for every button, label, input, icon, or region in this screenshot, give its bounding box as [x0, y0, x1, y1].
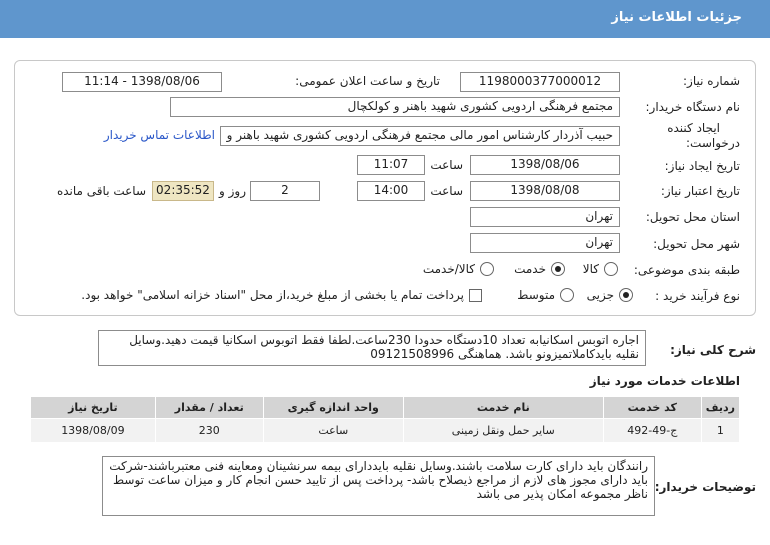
category-option-service[interactable]: [514, 262, 565, 276]
province-field: تهران: [470, 207, 620, 227]
category-service-radio[interactable]: [551, 262, 565, 276]
buyer-notes-text: رانندگان باید دارای کارت سلامت باشند.وسایل نقلیه بایددارای بیمه سرنشینان ومعاینه فنی معتبرباشند-شرکت باید دارای مجوز های لازم از مراجع ذیصلاح باشد- پرداخت پس از تایید حسن انجام کار و میزان ساعت توسط ناظر مجموعه امکان پذیر می باشد: [102, 456, 655, 516]
creator-label-line2: درخواست:: [686, 136, 740, 150]
creator-label-line1: ایجاد کننده: [667, 121, 720, 135]
category-both-label: کالا/خدمت: [422, 262, 475, 276]
purchase-minor-label: جزیی: [586, 288, 614, 302]
purchase-medium-radio[interactable]: [560, 288, 574, 302]
category-option-both[interactable]: [423, 262, 494, 276]
treasury-payment-option[interactable]: [81, 288, 482, 302]
cell-need-date: 1398/08/09: [31, 419, 156, 443]
col-unit: واحد اندازه گیری: [263, 397, 403, 419]
table-row: [31, 419, 740, 443]
buyer-field: مجتمع فرهنگی اردویی کشوری شهید باهنر و کولکچال: [170, 97, 620, 117]
creator-field: حبیب آذردار کارشناس امور مالی مجتمع فرهنگی اردویی کشوری شهید باهنر و: [220, 126, 620, 146]
col-need-date: تاریخ نیاز: [31, 397, 156, 419]
category-service-label: خدمت: [514, 262, 546, 276]
buyer-contact-link[interactable]: اطلاعات تماس خریدار: [103, 128, 215, 142]
validity-time-label: ساعت: [430, 184, 463, 198]
validity-time-field: 14:00: [357, 181, 425, 201]
province-label: استان محل تحویل:: [645, 210, 740, 224]
buyer-notes-label: توضیحات خریدار:: [654, 480, 756, 494]
created-date-field: 1398/08/06: [470, 155, 620, 175]
col-row-number: ردیف: [701, 397, 739, 419]
purchase-type-label: نوع فرآیند خرید :: [655, 289, 740, 303]
col-service-name: نام خدمت: [403, 397, 603, 419]
need-number-field: 1198000377000012: [460, 72, 620, 92]
days-label: روز و: [219, 184, 246, 198]
purchase-option-medium[interactable]: [517, 288, 574, 302]
category-goods-label: کالا: [582, 262, 599, 276]
validity-date-field: 1398/08/08: [470, 181, 620, 201]
category-option-goods[interactable]: [583, 262, 618, 276]
remaining-label: ساعت باقی مانده: [56, 184, 146, 198]
col-quantity: تعداد / مقدار: [155, 397, 263, 419]
summary-label: شرح کلی نیاز:: [670, 343, 756, 357]
purchase-medium-label: متوسط: [517, 288, 555, 302]
cell-service-name: سایر حمل ونقل زمینی: [403, 419, 603, 443]
cell-unit: ساعت: [263, 419, 403, 443]
services-section-title: اطلاعات خدمات مورد نیاز: [589, 374, 740, 388]
remaining-timer: 02:35:52: [152, 181, 214, 201]
announce-field: 1398/08/06 - 11:14: [62, 72, 222, 92]
summary-text: اجاره اتوبس اسکانیابه تعداد 10دستگاه حدودا 230ساعت.لطفا فقط اتوبوس اسکانیا قیمت دهید.وسایل نقلیه بایدکاملاتمیزونو باشد. هماهنگی 09121508996: [98, 330, 646, 366]
services-table: [30, 396, 740, 443]
created-time-label: ساعت: [430, 158, 463, 172]
city-field: تهران: [470, 233, 620, 253]
announce-label: تاریخ و ساعت اعلان عمومی:: [295, 74, 440, 88]
cell-service-code: ج-49-492: [603, 419, 701, 443]
validity-label: تاریخ اعتبار نیاز:: [660, 184, 740, 198]
need-number-label: شماره نیاز:: [683, 74, 740, 88]
category-label: طبقه بندی موضوعی:: [633, 263, 740, 277]
created-date-label: تاریخ ایجاد نیاز:: [664, 159, 740, 173]
created-time-field: 11:07: [357, 155, 425, 175]
page-title: جزئیات اطلاعات نیاز: [0, 0, 770, 38]
days-field: 2: [250, 181, 320, 201]
buyer-label: نام دستگاه خریدار:: [645, 100, 740, 114]
treasury-payment-checkbox[interactable]: [469, 289, 482, 302]
category-both-radio[interactable]: [480, 262, 494, 276]
cell-row-number: 1: [701, 419, 739, 443]
col-service-code: کد خدمت: [603, 397, 701, 419]
purchase-option-minor[interactable]: [587, 288, 633, 302]
city-label: شهر محل تحویل:: [653, 237, 740, 251]
services-header-row: [31, 397, 740, 419]
category-goods-radio[interactable]: [604, 262, 618, 276]
treasury-payment-note: پرداخت تمام یا بخشی از مبلغ خرید،از محل "اسناد خزانه اسلامی" خواهد بود.: [81, 288, 464, 302]
cell-quantity: 230: [155, 419, 263, 443]
purchase-minor-radio[interactable]: [619, 288, 633, 302]
